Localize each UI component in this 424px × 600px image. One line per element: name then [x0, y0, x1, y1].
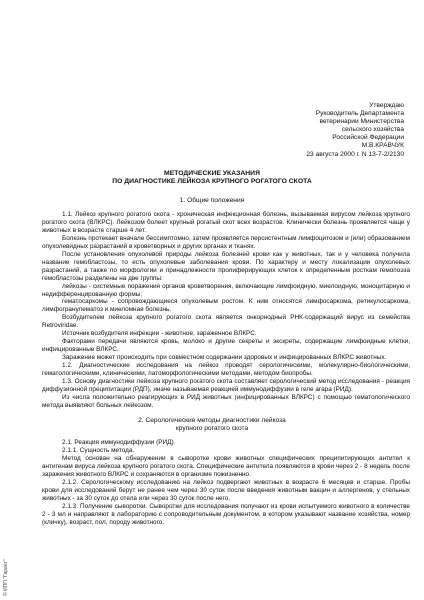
paragraph: Из числа положительно реагирующих в РИД животных (инфицированных ВЛКРС) с помощью гематологического метода выявляют больных лейкозом. [42, 393, 410, 409]
paragraph: Метод основан на обнаружении в сыворотке крови животных специфических преципитирующих антител к антигенам вируса лейкоза крупного рогатого скота. Специфические антитела появляются в крови через 2 - 8 недель после заражения животного ВЛКРС и сохраняются в организме пожизненно. [42, 454, 410, 478]
section-2-heading [0, 417, 424, 433]
approval-line: Руководитель Департамента [315, 110, 404, 118]
section-2-heading-line-1: 2. Серологические методы диагностики лейкоза [138, 417, 286, 424]
paragraph: 2.1.1. Сущность метода. [62, 446, 135, 454]
approval-line: Российской Федерации [332, 134, 404, 142]
paragraph: Возбудителем лейкоза крупного рогатого скота является онкорнодный РНК-содержащий вирус из семейства Retroviridae. [42, 314, 410, 330]
paragraph: 1.2. Диагностические исследования на лейкоз проводят серологическими, молекулярно-биологическими, гематологическими, клиническими, патоморфологическими методами, методом биопробы. [42, 362, 410, 378]
approval-line: сельского хозяйства [341, 126, 404, 134]
section-1-heading: 1. Общие положения [179, 197, 245, 204]
approval-line: М.В.КРАВЧУК [361, 142, 404, 150]
approval-block [234, 102, 404, 159]
title-line-1: МЕТОДИЧЕСКИЕ УКАЗАНИЯ [164, 170, 260, 177]
paragraph: Факторами передачи являются кровь, молоко и другие секреты и экскреты, содержащие лимфоидные клетки, инфицированные ВЛКРС. [42, 338, 410, 354]
paragraph: 1.1. Лейкоз крупного рогатого скота - хроническая инфекционная болезнь, вызываемая вирусом лейкоза крупного рогатого скота (ВЛКРС). Лейкозом болеет крупный рогатый скот всех возрастов. Клинически болезнь проявляется чаще у животных в возрасте старше 4 лет. [42, 211, 410, 234]
paragraph: 1.3. Основу диагностики лейкоза крупного рогатого скота составляет серологический метод исследования - реакция диффузионной преципитации (РДП), иначе называемая реакцией иммунодиффузии в геле агара (РИД). [42, 378, 410, 393]
document-title [0, 170, 424, 187]
paragraph: 2.1.2. Серологическому исследованию на лейкоз подвергают животных в возрасте 6 месяцев и старше. Пробы крови для исследований берут не ранее чем через 30 суток после введения животным вакцин и аллергенов, у стельных животных - за 30 суток до отела или через 30 суток после него. [42, 478, 410, 502]
approval-line: Утверждаю [369, 102, 404, 109]
title-line-2: ПО ДИАГНОСТИКЕ ЛЕЙКОЗА КРУПНОГО РОГАТОГО СКОТА [112, 178, 312, 186]
paragraph: лейкозы - системные поражения органов кроветворения, включающие лимфоидную, миелоидную, моноцитарную и недифференцированную формы; [42, 282, 410, 298]
copyright-text: © ИПП "Гарант" [3, 559, 9, 596]
copyright-stamp [1, 500, 9, 596]
section-2-body [42, 439, 410, 526]
paragraph: Источник возбудителя инфекции - животное, зараженное ВЛКРС. [62, 330, 257, 338]
approval-line: 23 августа 2000 г. N 13-7-2/2130 [306, 150, 404, 158]
paragraph: Болезнь протекает вначале бессимптомно, затем проявляется персистентным лимфоцитозом и (или) образованием опухолевидных разрастаний в кроветворных и других органах и тканях. [42, 234, 410, 250]
approval-line: ветеринарии Министерства [319, 118, 404, 126]
paragraph: Заражение может происходить при совместном содержании здоровых и инфицированных ВЛКРС животных. [62, 354, 387, 362]
paragraph: 2.1.3. Получение сыворотки. Сыворотки для исследования получают из крови испытуемого животного в количестве 2 - 3 мл и направляют в лабораторию с сопроводительным документом, в котором указывают название хозяйства, номер (кличку), возраст, пол, породу животного. [42, 502, 410, 526]
paragraph: 2.1. Реакция иммунодиффузии (РИД). [62, 439, 176, 446]
paragraph: гематосаркомы - сопровождающиеся опухолевым ростом. К ним относятся лимфосаркома, ретикулосаркома, лимфогранулематоз и миеломная болезнь. [42, 298, 410, 314]
section-1-body [42, 211, 410, 410]
paragraph: После установления опухолевой природы лейкоза болезней крови как у животных, так и у человека получила название гемобластозы, то есть опухолевые заболевания крови. По характеру и месту локализации опухолевых разрастаний, а также по морфологии и принадлежности пролиферирующих клеток к определенным росткам гемопоэза гемобластозы разделены на две группы: [42, 250, 410, 282]
section-2-heading-line-2: крупного рогатого скота [175, 425, 249, 432]
